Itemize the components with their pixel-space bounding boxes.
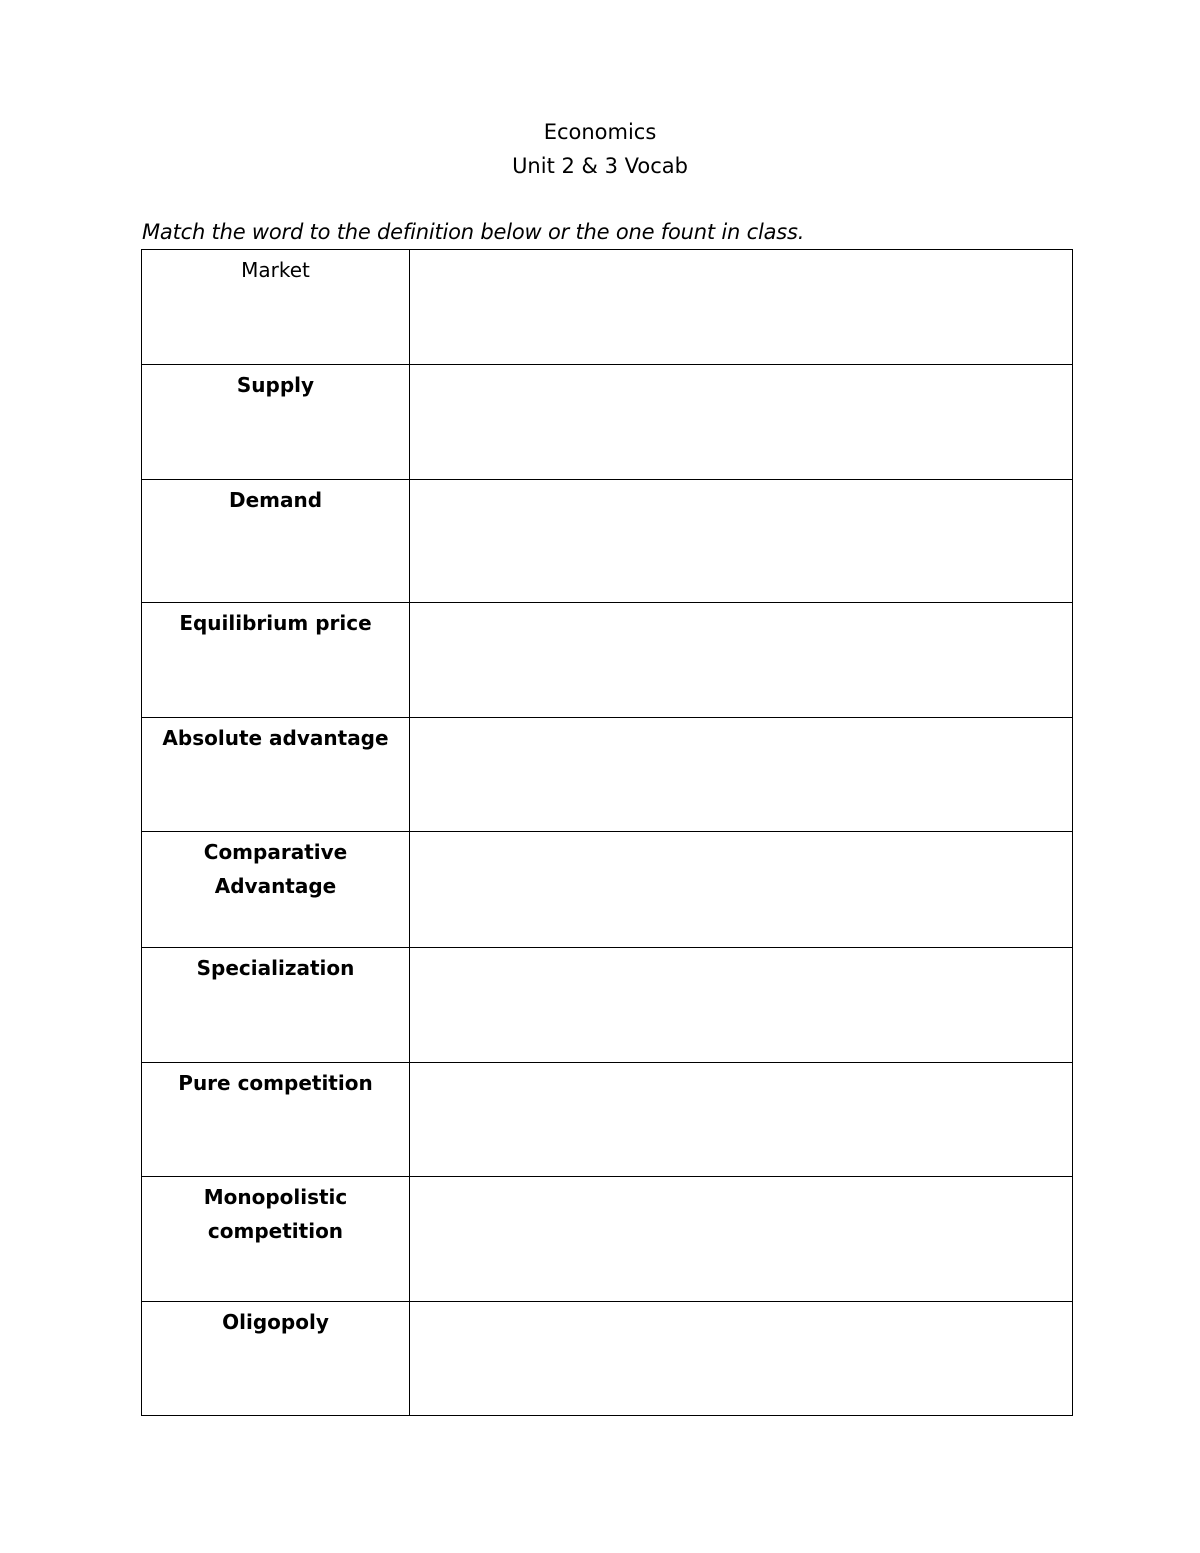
table-row: [142, 832, 1073, 948]
table-row: [142, 603, 1073, 718]
term-label: Oligopoly: [222, 1310, 329, 1334]
definition-cell[interactable]: [410, 480, 1073, 603]
table-row: [142, 718, 1073, 832]
definition-cell[interactable]: [410, 1177, 1073, 1302]
term-cell: [142, 1177, 410, 1302]
term-cell: [142, 1063, 410, 1177]
term-label: Market: [241, 258, 310, 282]
instructions-text: Match the word to the definition below or the one fount in class.: [142, 220, 805, 244]
table-row: [142, 1177, 1073, 1302]
table-row: [142, 250, 1073, 365]
term-cell: [142, 1302, 410, 1416]
term-cell: [142, 480, 410, 603]
table-row: [142, 480, 1073, 603]
term-cell: [142, 250, 410, 365]
term-label: Pure competition: [178, 1071, 373, 1095]
term-cell: [142, 832, 410, 948]
definition-cell[interactable]: [410, 250, 1073, 365]
definition-cell[interactable]: [410, 1302, 1073, 1416]
table-row: [142, 1302, 1073, 1416]
term-cell: [142, 718, 410, 832]
term-cell: [142, 603, 410, 718]
definition-cell[interactable]: [410, 832, 1073, 948]
term-label: Monopolistic competition: [203, 1185, 348, 1243]
definition-cell[interactable]: [410, 365, 1073, 480]
definition-cell[interactable]: [410, 603, 1073, 718]
table-row: [142, 365, 1073, 480]
table-row: [142, 948, 1073, 1063]
vocab-table: [141, 249, 1073, 1416]
term-label: Supply: [236, 373, 315, 397]
table-row: [142, 1063, 1073, 1177]
page-subtitle: Unit 2 & 3 Vocab: [512, 154, 688, 178]
term-label: Comparative Advantage: [203, 840, 348, 898]
definition-cell[interactable]: [410, 948, 1073, 1063]
term-label: Demand: [228, 488, 323, 512]
term-cell: [142, 948, 410, 1063]
definition-cell[interactable]: [410, 718, 1073, 832]
page-title: Economics: [543, 120, 657, 144]
term-label: Absolute advantage: [162, 726, 389, 750]
term-cell: [142, 365, 410, 480]
term-label: Equilibrium price: [179, 611, 372, 635]
definition-cell[interactable]: [410, 1063, 1073, 1177]
term-label: Specialization: [196, 956, 355, 980]
